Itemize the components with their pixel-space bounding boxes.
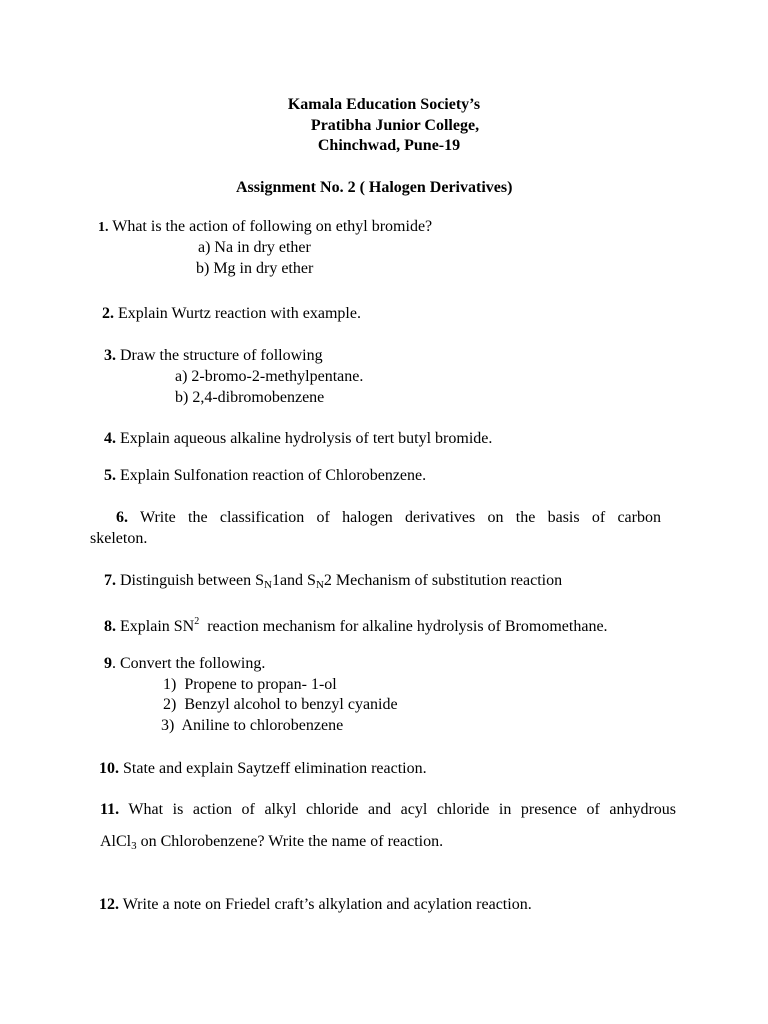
question-text: Explain aqueous alkaline hydrolysis of tert butyl bromide. [120, 430, 493, 447]
question-3 [104, 346, 323, 366]
question-9 [104, 654, 265, 674]
question-9-item-3: 3) Aniline to chlorobenzene [161, 717, 344, 734]
question-9-item-1: 1) Propene to propan- 1-ol [163, 676, 337, 693]
question-6-line-1 [116, 508, 661, 528]
question-number: 11. [100, 801, 120, 818]
question-number: 1. [98, 220, 109, 235]
question-1-option-a: a) Na in dry ether [198, 239, 311, 256]
text-part: Explain SN [120, 618, 195, 635]
text-part: Distinguish between S [120, 572, 264, 589]
question-4 [104, 429, 492, 449]
superscript: 2 [194, 616, 200, 627]
text-part: 2 Mechanism of substitution reaction [323, 572, 563, 589]
college-name: Pratibha Junior College, [310, 117, 480, 134]
text-part: reaction mechanism for alkaline hydrolysis of Bromomethane. [199, 618, 608, 635]
question-text: . Convert the following. [112, 655, 266, 672]
text-part: AlCl [100, 833, 132, 850]
question-text: What is the action of following on ethyl bromide? [112, 218, 433, 235]
question-text: What is action of alkyl chloride and acyl chloride in presence of anhydrous [128, 801, 677, 818]
question-number: 2. [102, 305, 114, 322]
question-number: 3. [104, 347, 116, 364]
question-11-line-2 [100, 832, 443, 856]
question-text [120, 572, 562, 589]
question-text: Write a note on Friedel craft’s alkylation and acylation reaction. [122, 896, 532, 913]
question-number: 8. [104, 618, 116, 635]
question-5 [104, 466, 426, 486]
question-number: 5. [104, 467, 116, 484]
subscript: N [264, 579, 272, 591]
question-2 [102, 304, 361, 324]
question-6-line-2: skeleton. [90, 530, 148, 547]
question-3-option-b: b) 2,4-dibromobenzene [175, 389, 325, 406]
question-number: 6. [116, 509, 128, 526]
question-1-option-b: b) Mg in dry ether [196, 260, 314, 277]
college-address: Chinchwad, Pune-19 [317, 137, 461, 154]
question-9-item-2: 2) Benzyl alcohol to benzyl cyanide [163, 696, 398, 713]
question-12 [99, 895, 532, 915]
question-3-option-a: a) 2-bromo-2-methylpentane. [175, 368, 364, 385]
question-11-line-1 [100, 800, 676, 820]
text-part: on Chlorobenzene? Write the name of reaction. [136, 833, 444, 850]
question-text [120, 618, 608, 635]
society-name: Kamala Education Society’s [287, 96, 481, 113]
text-part: 1and S [271, 572, 316, 589]
question-number: 12. [99, 896, 119, 913]
question-7 [104, 571, 562, 595]
question-text: Write the classification of halogen derivatives on the basis of carbon [139, 509, 661, 526]
question-text: Explain Sulfonation reaction of Chlorobenzene. [120, 467, 427, 484]
question-text: State and explain Saytzeff elimination reaction. [123, 760, 427, 777]
subscript: N [315, 579, 324, 591]
question-8 [104, 612, 608, 637]
question-10 [99, 759, 427, 779]
assignment-title: Assignment No. 2 ( Halogen Derivatives) [236, 179, 513, 196]
subscript: 3 [131, 840, 137, 852]
question-number: 4. [104, 430, 116, 447]
question-1 [98, 217, 432, 238]
question-number: 7. [104, 572, 116, 589]
question-text: Explain Wurtz reaction with example. [118, 305, 361, 322]
question-number: 10. [99, 760, 119, 777]
question-number: 9 [104, 655, 112, 672]
question-text: Draw the structure of following [120, 347, 323, 364]
